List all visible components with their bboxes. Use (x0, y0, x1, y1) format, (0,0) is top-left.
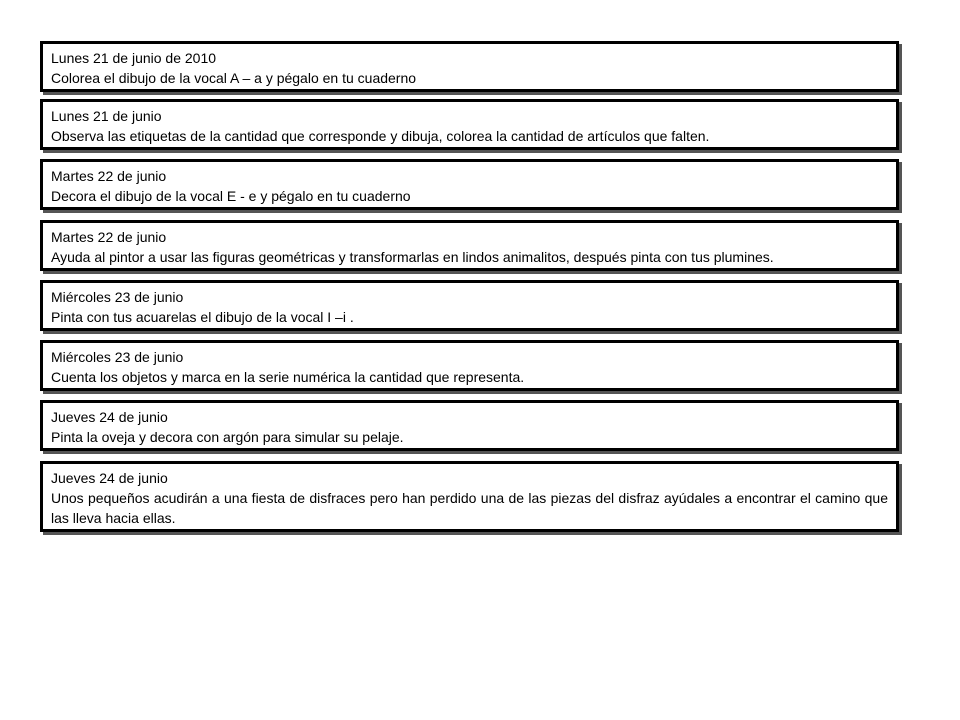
task-text: Pinta la oveja y decora con argón para simular su pelaje. (51, 429, 404, 445)
task-box-monday-21-first (40, 41, 899, 92)
task-date: Miércoles 23 de junio (51, 289, 184, 305)
task-text: Decora el dibujo de la vocal E - e y pégalo en tu cuaderno (51, 188, 411, 204)
task-box-monday-21-second (40, 99, 899, 150)
task-text: Ayuda al pintor a usar las figuras geométricas y transformarlas en lindos animalitos, después pinta con tus plumines. (51, 249, 774, 265)
task-text: Unos pequeños acudirán a una fiesta de disfraces pero han perdido una de las piezas del disfraz ayúdales a encontrar el camino que las lleva hacia ellas. (51, 490, 888, 526)
task-box-wednesday-23-second (40, 340, 899, 391)
task-date: Jueves 24 de junio (51, 470, 168, 486)
task-text: Pinta con tus acuarelas el dibujo de la vocal I –i . (51, 309, 354, 325)
task-date: Miércoles 23 de junio (51, 349, 184, 365)
task-box-wednesday-23-first (40, 280, 899, 331)
task-text: Cuenta los objetos y marca en la serie numérica la cantidad que representa. (51, 369, 525, 385)
task-date: Jueves 24 de junio (51, 409, 168, 425)
task-text: Observa las etiquetas de la cantidad que corresponde y dibuja, colorea la cantidad de artículos que falten. (51, 128, 710, 144)
task-box-thursday-24-second (40, 461, 899, 532)
task-box-tuesday-22-first (40, 159, 899, 210)
task-date: Martes 22 de junio (51, 229, 167, 245)
task-date: Martes 22 de junio (51, 168, 167, 184)
task-box-thursday-24-first (40, 400, 899, 451)
task-text: Colorea el dibujo de la vocal A – a y pégalo en tu cuaderno (51, 70, 417, 86)
task-date: Lunes 21 de junio (51, 108, 162, 124)
task-box-tuesday-22-second (40, 220, 899, 271)
task-date: Lunes 21 de junio de 2010 (51, 50, 217, 66)
